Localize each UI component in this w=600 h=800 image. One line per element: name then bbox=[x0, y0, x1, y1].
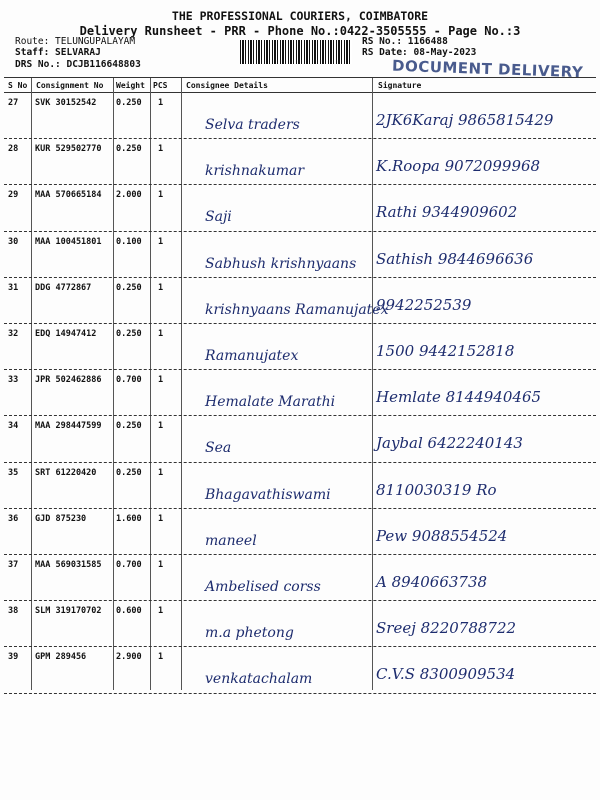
row-weight: 0.250 bbox=[116, 421, 142, 432]
row-pcs: 1 bbox=[158, 98, 164, 108]
row-signature-handwritten: 1500 9442152818 bbox=[376, 342, 515, 360]
row-signature-handwritten: A 8940663738 bbox=[376, 573, 488, 591]
row-weight: 0.250 bbox=[116, 282, 142, 293]
row-sno: 28 bbox=[8, 144, 19, 155]
row-separator bbox=[4, 554, 596, 555]
column-divider bbox=[113, 78, 114, 690]
row-sno: 33 bbox=[8, 375, 19, 386]
row-consignment: SRT 61220420 bbox=[35, 467, 97, 478]
row-weight: 0.700 bbox=[116, 375, 142, 386]
row-separator bbox=[4, 184, 596, 185]
row-pcs: 1 bbox=[158, 560, 164, 570]
header-top-rule bbox=[4, 77, 596, 78]
row-separator bbox=[4, 693, 596, 694]
row-consignee-handwritten: venkatachalam bbox=[205, 671, 313, 688]
row-separator bbox=[4, 231, 596, 232]
row-weight: 0.600 bbox=[116, 606, 142, 617]
row-weight: 2.000 bbox=[116, 190, 142, 201]
row-separator bbox=[4, 600, 596, 601]
row-sno: 37 bbox=[8, 560, 19, 570]
row-weight: 0.250 bbox=[116, 329, 142, 339]
row-consignment: MAA 298447599 bbox=[35, 421, 102, 432]
row-pcs: 1 bbox=[158, 606, 164, 617]
runsheet-title: Delivery Runsheet - PRR - Phone No.:0422-3505555 - Page No.:3 bbox=[79, 24, 521, 38]
row-pcs: 1 bbox=[158, 282, 164, 293]
row-consignment: GJD 875230 bbox=[35, 513, 87, 524]
row-consignee-handwritten: Selva traders bbox=[205, 117, 300, 133]
row-pcs: 1 bbox=[158, 375, 164, 386]
row-pcs: 1 bbox=[158, 652, 164, 663]
row-sno: 27 bbox=[8, 98, 19, 108]
row-sno: 30 bbox=[8, 236, 19, 247]
row-consignee-handwritten: m.a phetong bbox=[205, 625, 294, 642]
document-delivery-stamp: DOCUMENT DELIVERY bbox=[391, 56, 584, 82]
row-pcs: 1 bbox=[158, 329, 164, 339]
row-signature-handwritten: 9942252539 bbox=[376, 295, 472, 314]
column-divider bbox=[372, 78, 373, 690]
row-sno: 36 bbox=[8, 513, 19, 524]
row-separator bbox=[4, 323, 596, 324]
row-weight: 1.600 bbox=[116, 513, 142, 524]
row-signature-handwritten: Pew 9088554524 bbox=[376, 526, 508, 545]
row-pcs: 1 bbox=[158, 513, 164, 524]
row-weight: 0.100 bbox=[116, 236, 142, 247]
row-pcs: 1 bbox=[158, 144, 164, 155]
col-consignee: Consignee Details bbox=[186, 81, 268, 90]
row-consignment: JPR 502462886 bbox=[35, 375, 102, 386]
row-sno: 35 bbox=[8, 467, 19, 478]
row-weight: 0.250 bbox=[116, 98, 142, 108]
row-consignment: SLM 319170702 bbox=[35, 606, 102, 617]
row-consignment: SVK 30152542 bbox=[35, 98, 97, 108]
row-separator bbox=[4, 462, 596, 463]
row-signature-handwritten: Rathi 9344909602 bbox=[376, 203, 518, 222]
row-separator bbox=[4, 138, 596, 139]
col-weight: Weight bbox=[116, 81, 145, 90]
row-consignment: DDG 4772867 bbox=[35, 282, 92, 293]
col-consignment: Consignment No bbox=[36, 81, 104, 90]
row-consignee-handwritten: Sea bbox=[205, 440, 232, 457]
rs-number: RS No.: 1166488 bbox=[362, 36, 448, 47]
row-pcs: 1 bbox=[158, 190, 164, 201]
row-pcs: 1 bbox=[158, 467, 164, 478]
row-consignee-handwritten: Hemalate Marathi bbox=[205, 394, 336, 411]
company-title: THE PROFESSIONAL COURIERS, COIMBATORE bbox=[171, 9, 429, 23]
row-consignee-handwritten: Ambelised corss bbox=[205, 579, 321, 595]
row-sno: 29 bbox=[8, 190, 19, 201]
row-consignee-handwritten: maneel bbox=[205, 532, 257, 549]
row-consignee-handwritten: Bhagavathiswami bbox=[205, 486, 331, 503]
row-pcs: 1 bbox=[158, 421, 164, 432]
row-weight: 0.250 bbox=[116, 467, 142, 478]
row-consignment: KUR 529502770 bbox=[35, 144, 102, 155]
header-bottom-rule bbox=[4, 92, 596, 93]
row-pcs: 1 bbox=[158, 236, 164, 247]
row-consignment: MAA 100451801 bbox=[35, 236, 102, 247]
row-consignment: EDQ 14947412 bbox=[35, 329, 97, 339]
row-separator bbox=[4, 646, 596, 647]
row-signature-handwritten: Sathish 9844696636 bbox=[376, 249, 534, 268]
row-separator bbox=[4, 415, 596, 416]
row-weight: 0.700 bbox=[116, 560, 142, 570]
row-separator bbox=[4, 277, 596, 278]
route-label: Route: TELUNGUPALAYAM bbox=[15, 36, 136, 47]
row-signature-handwritten: C.V.S 8300909534 bbox=[376, 665, 516, 684]
row-consignee-handwritten: krishnyaans Ramanujatex bbox=[205, 301, 389, 318]
barcode bbox=[240, 40, 352, 64]
column-divider bbox=[150, 78, 151, 690]
row-sno: 31 bbox=[8, 282, 19, 293]
row-consignment: MAA 569031585 bbox=[35, 560, 102, 570]
row-sno: 32 bbox=[8, 329, 19, 339]
row-sno: 38 bbox=[8, 606, 19, 617]
row-consignee-handwritten: Ramanujatex bbox=[205, 348, 299, 364]
row-separator bbox=[4, 508, 596, 509]
column-divider bbox=[181, 78, 182, 690]
row-sno: 39 bbox=[8, 652, 19, 663]
staff-label: Staff: SELVARAJ bbox=[15, 47, 101, 58]
row-signature-handwritten: 2JK6Karaj 9865815429 bbox=[376, 111, 554, 129]
row-weight: 2.900 bbox=[116, 652, 142, 663]
col-sno: S No bbox=[8, 81, 28, 90]
row-consignee-handwritten: Sabhush krishnyaans bbox=[205, 255, 357, 272]
col-pcs: PCS bbox=[153, 81, 168, 90]
row-weight: 0.250 bbox=[116, 144, 142, 155]
drs-label: DRS No.: DCJB116648803 bbox=[15, 59, 141, 70]
row-consignee-handwritten: krishnakumar bbox=[205, 163, 305, 180]
row-separator bbox=[4, 369, 596, 370]
row-signature-handwritten: Hemlate 8144940465 bbox=[376, 388, 542, 407]
rs-date: RS Date: 08-May-2023 bbox=[362, 47, 477, 58]
row-sno: 34 bbox=[8, 421, 19, 432]
row-consignment: GPM 289456 bbox=[35, 652, 87, 663]
row-signature-handwritten: Sreej 8220788722 bbox=[376, 619, 517, 638]
row-consignee-handwritten: Saji bbox=[205, 209, 232, 226]
row-signature-handwritten: Jaybal 6422240143 bbox=[376, 434, 523, 453]
row-signature-handwritten: 8110030319 Ro bbox=[376, 480, 497, 499]
column-divider bbox=[31, 78, 32, 690]
col-signature: Signature bbox=[378, 81, 422, 90]
row-signature-handwritten: K.Roopa 9072099968 bbox=[376, 157, 541, 176]
row-consignment: MAA 570665184 bbox=[35, 190, 102, 201]
